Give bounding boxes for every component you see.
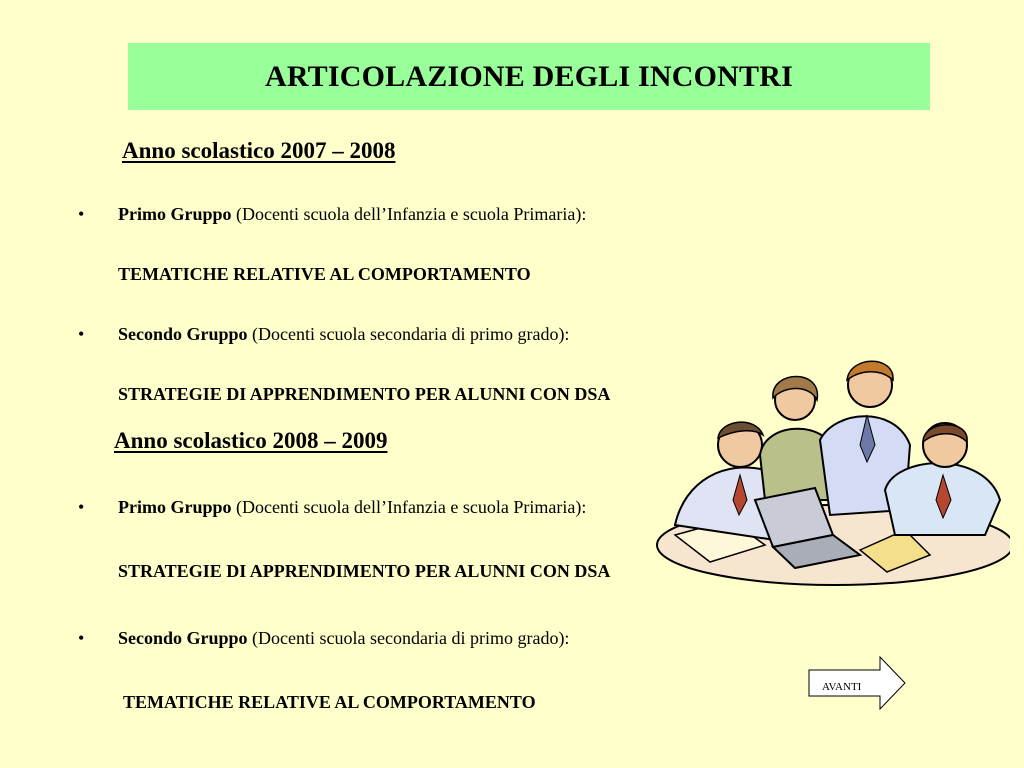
group-desc: (Docenti scuola secondaria di primo grado): (247, 324, 570, 344)
group-name: Secondo Gruppo (118, 324, 248, 344)
year-heading-2008-2009: Anno scolastico 2008 – 2009 (114, 428, 388, 453)
list-item-secondo-gruppo-1 (78, 324, 569, 345)
bullet: • (78, 628, 85, 648)
meeting-clipart-icon (655, 350, 1010, 590)
theme-text: TEMATICHE RELATIVE AL COMPORTAMENTO (118, 264, 531, 284)
theme-text: STRATEGIE DI APPRENDIMENTO PER ALUNNI CON DSA (118, 384, 611, 404)
title-box (128, 43, 930, 110)
theme-text: STRATEGIE DI APPRENDIMENTO PER ALUNNI CON DSA (118, 561, 611, 581)
bullet: • (78, 324, 85, 344)
page-title: ARTICOLAZIONE DEGLI INCONTRI (265, 59, 793, 93)
group-desc: (Docenti scuola dell’Infanzia e scuola Primaria): (231, 204, 587, 224)
avanti-button[interactable] (808, 656, 906, 710)
list-item-secondo-gruppo-2 (78, 628, 569, 649)
group-name: Secondo Gruppo (118, 628, 248, 648)
list-item-primo-gruppo-1 (78, 204, 586, 225)
group-name: Primo Gruppo (118, 497, 232, 517)
group-name: Primo Gruppo (118, 204, 232, 224)
bullet: • (78, 204, 85, 224)
avanti-label: AVANTI (822, 681, 862, 693)
group-desc: (Docenti scuola secondaria di primo grado): (247, 628, 570, 648)
year-heading-2007-2008: Anno scolastico 2007 – 2008 (122, 138, 396, 163)
group-desc: (Docenti scuola dell’Infanzia e scuola Primaria): (231, 497, 587, 517)
bullet: • (78, 497, 85, 517)
meeting-illustration (655, 350, 1010, 590)
theme-text: TEMATICHE RELATIVE AL COMPORTAMENTO (123, 692, 536, 712)
list-item-primo-gruppo-2 (78, 497, 586, 518)
